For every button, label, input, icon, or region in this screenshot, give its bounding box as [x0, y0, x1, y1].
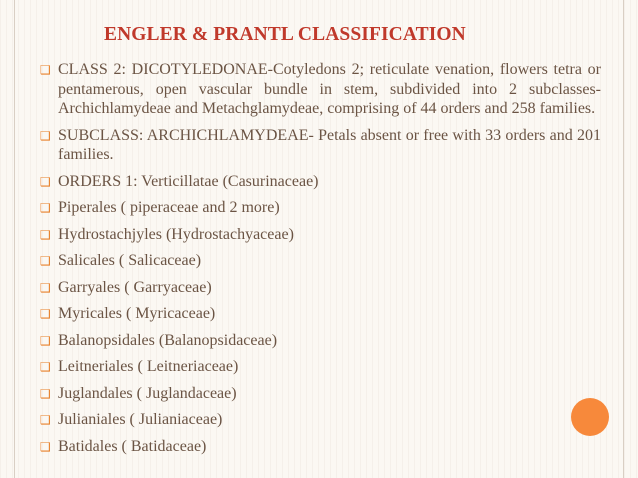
checkbox-square-icon: ❑ [40, 128, 51, 143]
checkbox-square-icon: ❑ [40, 63, 51, 77]
checkbox-square-icon: ❑ [40, 413, 51, 427]
bullet-text: Leitneriales ( Leitneriaceae) [58, 358, 239, 375]
bullet-text: Garryales ( Garryaceae) [58, 278, 212, 296]
bullet-item-juglandales [40, 384, 601, 404]
checkbox-square-icon: ❑ [40, 307, 51, 321]
checkbox-square-icon: ❑ [40, 386, 51, 401]
bullet-text: Juglandales ( Juglandaceae) [58, 384, 237, 402]
bullet-item-myricales [40, 304, 601, 324]
bullet-list [40, 60, 601, 463]
bullet-item-batidales [40, 437, 601, 457]
left-border-line [14, 0, 15, 478]
bullet-item-balanopsidales [40, 331, 601, 351]
bullet-item-salicales [40, 251, 601, 271]
slide-title: ENGLER & PRANTL CLASSIFICATION [104, 24, 466, 45]
checkbox-square-icon: ❑ [40, 201, 51, 215]
bullet-item-leitneriales [40, 357, 601, 377]
bullet-item-piperales [40, 198, 601, 218]
checkbox-square-icon: ❑ [40, 360, 51, 374]
checkbox-square-icon: ❑ [40, 254, 51, 268]
checkbox-square-icon: ❑ [40, 439, 51, 454]
bullet-item-hydrostachjyles [40, 225, 601, 245]
checkbox-square-icon: ❑ [40, 333, 51, 348]
bullet-text: SUBCLASS: ARCHICHLAMYDEAE- Petals absent or free with 33 orders and 201 families. [58, 126, 601, 163]
bullet-text: Myricales ( Myricaceae) [58, 305, 216, 322]
decorative-orange-circle [571, 398, 609, 436]
checkbox-square-icon: ❑ [40, 280, 51, 295]
bullet-text: Salicales ( Salicaceae) [58, 252, 202, 269]
bullet-text: Hydrostachjyles (Hydrostachyaceae) [58, 225, 294, 243]
bullet-item-garryales [40, 278, 601, 298]
checkbox-square-icon: ❑ [40, 227, 51, 242]
bullet-text: Batidales ( Batidaceae) [58, 437, 207, 455]
bullet-text: CLASS 2: DICOTYLEDONAE-Cotyledons 2; reticulate venation, flowers tetra or pentamerous, open vascular bundle in stem, subdivided into 2 subclasses-Archichlamydeae and Metachglamydeae, comprising of 44 orders and 258 families. [58, 61, 601, 117]
right-border-line [623, 0, 624, 478]
bullet-item-julianiales [40, 410, 601, 430]
bullet-item-orders [40, 172, 601, 192]
bullet-text: Julianiales ( Julianiaceae) [58, 411, 223, 428]
bullet-item-class-2 [40, 60, 601, 119]
bullet-text: Balanopsidales (Balanopsidaceae) [58, 331, 278, 349]
bullet-text: ORDERS 1: Verticillatae (Casurinaceae) [58, 172, 319, 190]
bullet-item-subclass [40, 126, 601, 165]
bullet-text: Piperales ( piperaceae and 2 more) [58, 199, 280, 216]
checkbox-square-icon: ❑ [40, 174, 51, 189]
